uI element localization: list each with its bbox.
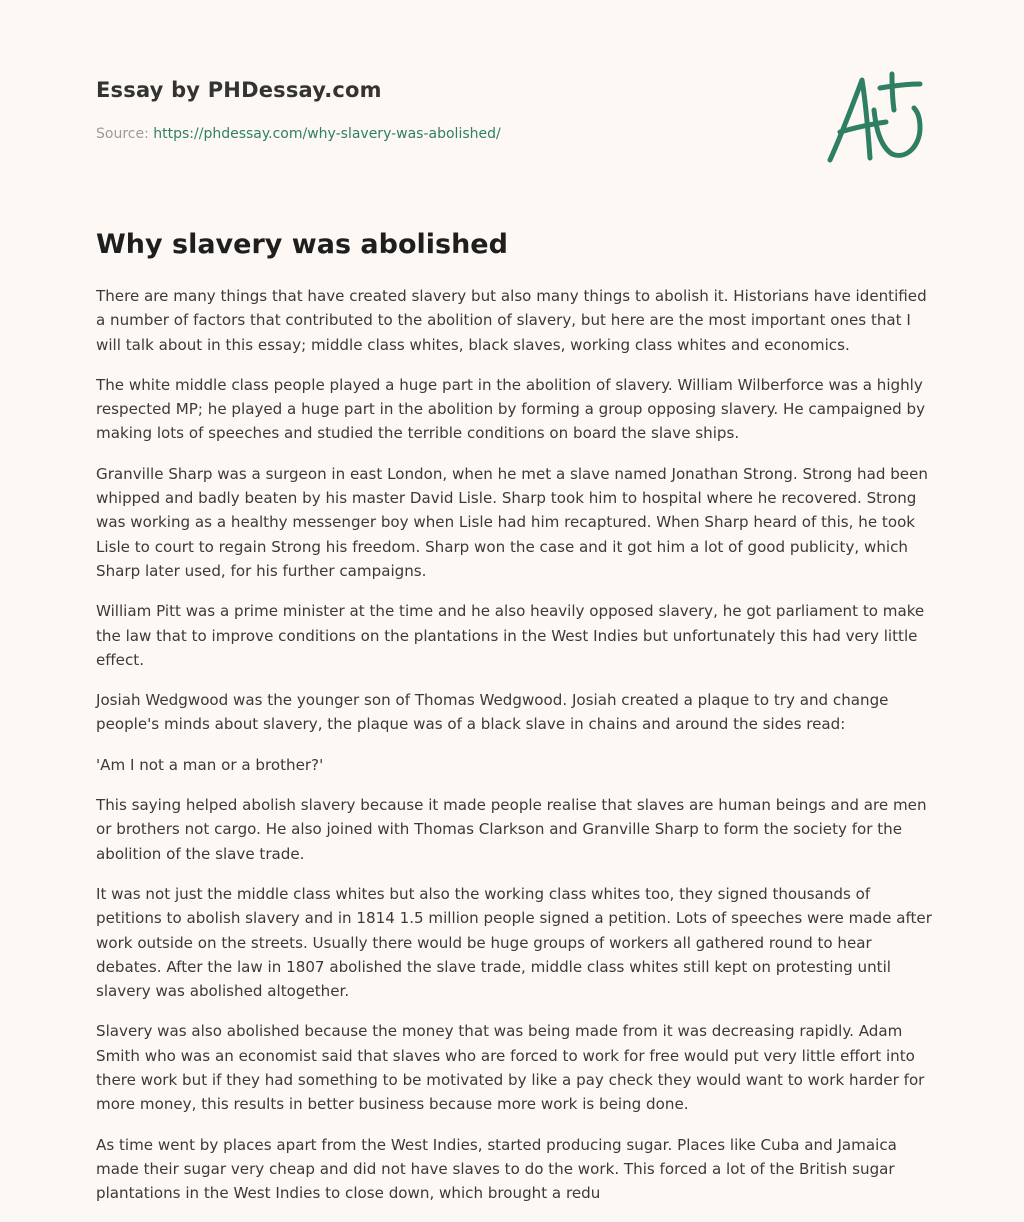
source-link[interactable]: https://phdessay.com/why-slavery-was-abolished/ [153,126,501,142]
essay-quote: 'Am I not a man or a brother?' [96,755,324,774]
essay-paragraph: The white middle class people played a huge part in the abolition of slavery. William Wilberforce was a highly respected MP; he played a huge part in the abolition by forming a group opposing slavery. He campaigned by making lots of speeches and studied the terrible conditions on board the slave ships. [96,375,926,443]
brand-name: Essay by PHDessay.com [96,78,382,102]
essay-paragraph: Granville Sharp was a surgeon in east London, when he met a slave named Jonathan Strong. Strong had been whipped and badly beaten by his master David Lisle. Sharp took him to hospital where he recovered. Strong was working as a healthy messenger boy when Lisle had him recaptured. When Sharp heard of this, he took Lisle to court to regain Strong his freedom. Sharp won the case and it got him a lot of good publicity, which Sharp later used, for his further campaigns. [96,464,928,580]
essay-paragraph: William Pitt was a prime minister at the time and he also heavily opposed slavery, he got parliament to make the law that to improve conditions on the plantations in the West Indies but unfortunately this had very little effect. [96,602,925,669]
essay-paragraph: It was not just the middle class whites but also the working class whites too, they signed thousands of petitions to abolish slavery and in 1814 1.5 million people signed a petition. Lots of speeches were made after work outside on the streets. Usually there would be huge groups of workers all gathered round to hear debates. After the law in 1807 abolished the slave trade, middle class whites still kept on protesting until slavery was abolished altogether. [96,884,932,1001]
page-header [96,76,928,144]
essay-paragraph: As time went by places apart from the West Indies, started producing sugar. Places like Cuba and Jamaica made their sugar very cheap and did not have slaves to do the work. This forced a lot of the British sugar plantations in the West Indies to close down, which brought a redu [96,1135,897,1203]
source-line [96,124,928,144]
essay-paragraph: There are many things that have created slavery but also many things to abolish it. Historians have identified a number of factors that contributed to the abolition of slavery, but here are the most important ones that I will talk about in this essay; middle class whites, black slaves, working class whites and economics. [96,287,927,354]
source-label: Source: [96,126,149,142]
essay-paragraph: This saying helped abolish slavery because it made people realise that slaves are human beings and are men or brothers not cargo. He also joined with Thomas Clarkson and Granville Sharp to form the society for the abolition of the slave trade. [96,796,927,863]
essay-title: Why slavery was abolished [96,229,508,260]
essay-paragraph: Slavery was also abolished because the money that was being made from it was decreasing rapidly. Adam Smith who was an economist said that slaves who are forced to work for free would put very little effort into there work but if they had something to be motivated by like a pay check they would want to work harder for more money, this results in better business because more work is being done. [96,1022,925,1114]
essay-body [96,284,934,1222]
a-plus-logo-icon [822,68,932,168]
essay-paragraph: Josiah Wedgwood was the younger son of Thomas Wedgwood. Josiah created a plaque to try and change people's minds about slavery, the plaque was of a black slave in chains and around the sides read: [96,691,889,734]
